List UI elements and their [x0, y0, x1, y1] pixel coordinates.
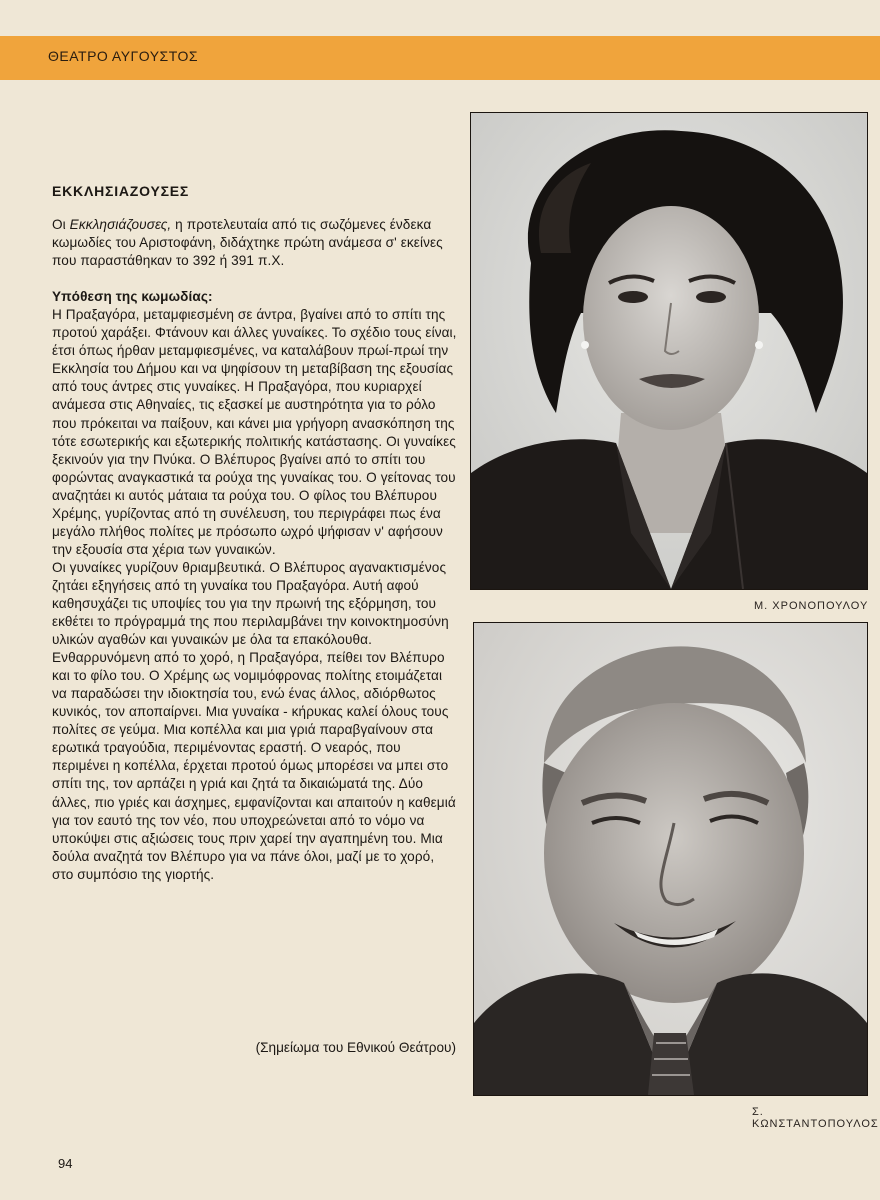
- article-title: ΕΚΚΛΗΣΙΑΖΟΥΣΕΣ: [52, 183, 190, 199]
- plot-paragraph-2: Οι γυναίκες γυρίζουν θριαμβευτικά. Ο Βλέπυρος αγανακτισμένος ζητάει εξηγήσεις από τη γυναίκα του Πραξαγόρα. Αυτή αφού καθησυχάζει τις υποψίες του για την πρωινή της εξόρμηση, του εκθέτει το πρόγραμμά της που περιλαμβάνει την κοινοκτημοσύνη υλικών αγαθών και γυναικών με όλα τα επακόλουθα. Ενθαρρυνόμενη από το χορό, η Πραξαγόρα, πείθει τον Βλέπυρο και το φίλο του. Ο Χρέμης ως νομιμόφρονας πολίτης ετοιμάζεται να παραδώσει την ιδιοκτησία του, ενώ ένας άλλος, αδιόρθωτος κυνικός, τον αποπαίρνει. Μια γυναίκα - κήρυκας καλεί όλους τους πολίτες σε γεύμα. Μια κοπέλλα και μια γριά παραβγαίνουν στα ερωτικά τραγούδια, περιμένοντας εραστή. Ο νεαρός, που περιμένει η κοπέλλα, έρχεται προτού όμως μπορέσει να μπει στο σπίτι της, τον αρπάζει η γριά και ζητά τα δικαιώματά της. Δύο άλλες, πιο γριές και άσχημες, εμφανίζονται και απαιτούν η καθεμιά για τον εαυτό της τον νέο, που υποχρεώνεται από το νόμο να υποκύψει στις αξιώσεις τους πριν χαρεί την αγαπημένη του. Μια δούλα αναζητά τον Βλέπυρο για να πάνε όλοι, μαζί με το χορό, στο συμπόσιο της γιορτής.: [52, 559, 456, 882]
- intro-rest: η προτελευταία από τις σωζόμενες ένδεκα κωμωδίες του Αριστοφάνη, διδάχτηκε πρώτη ανάμεσα σ' εκείνες που παραστάθηκαν το 392 ή 391 π.Χ.: [52, 217, 443, 269]
- article-column: [52, 182, 458, 884]
- magazine-section-title: ΘΕΑΤΡΟ ΑΥΓΟΥΣΤΟΣ: [48, 48, 199, 64]
- page-number: 94: [58, 1156, 73, 1171]
- actor-portrait-illustration: [474, 623, 867, 1095]
- header-band: [0, 36, 880, 80]
- actress-portrait-illustration: [471, 113, 867, 589]
- article-intro: [52, 216, 458, 270]
- plot-paragraph-1: Η Πραξαγόρα, μεταμφιεσμένη σε άντρα, βγαίνει από το σπίτι της προτού χαράξει. Φτάνουν και άλλες γυναίκες. Το σχέδιο τους είναι, έτσι όπως ήρθαν μεταμφιεσμένες, να καταλάβουν πρωί-πρωί την Εκκλησία του Δήμου και να ψηφίσουν τη μεταβίβαση της εξουσίας από τους άντρες στις γυναίκες. Η Πραξαγόρα, που κυριαρχεί ανάμεσα στις Αθηναίες, τις εξασκεί με αυστηρότητα για το ρόλο που πρόκειται να παίξουν, και κάνει μια γρήγορη ανασκόπηση της τότε εσωτερικής και εξωτερικής πολιτικής κατάστασης. Οι γυναίκες ξεκινούν για την Πνύκα. Ο Βλέπυρος βγαίνει από το σπίτι του φορώντας αναγκαστικά τα ρούχα της γυναίκας του. Ο γείτονας του αναζητάει κι αυτός μάταια τα ρούχα του. Ο φίλος του Βλέπυρου Χρέμης, γυρίζοντας από τη συνέλευση, του περιγράφει πως ένα μεγάλο πλήθος πολίτες με πρόσωπο ωχρό ψήφισαν ν' αφήσουν την εξουσία στα χέρια των γυναικών.: [52, 307, 457, 557]
- plot-heading: Υπόθεση της κωμωδίας:: [52, 289, 213, 305]
- photo-caption-konstantopoulos: Σ. ΚΩΝΣΤΑΝΤΟΠΟΥΛΟΣ: [752, 1106, 879, 1130]
- intro-lead: Οι: [52, 217, 70, 233]
- portrait-photo-actor: [473, 622, 868, 1096]
- photo-caption-chronopoulou: Μ. ΧΡΟΝΟΠΟΥΛΟΥ: [754, 600, 869, 612]
- source-note: (Σημείωμα του Εθνικού Θεάτρου): [255, 1040, 456, 1055]
- intro-play-title: Εκκλησιάζουσες,: [69, 217, 172, 233]
- portrait-photo-actress: [470, 112, 868, 590]
